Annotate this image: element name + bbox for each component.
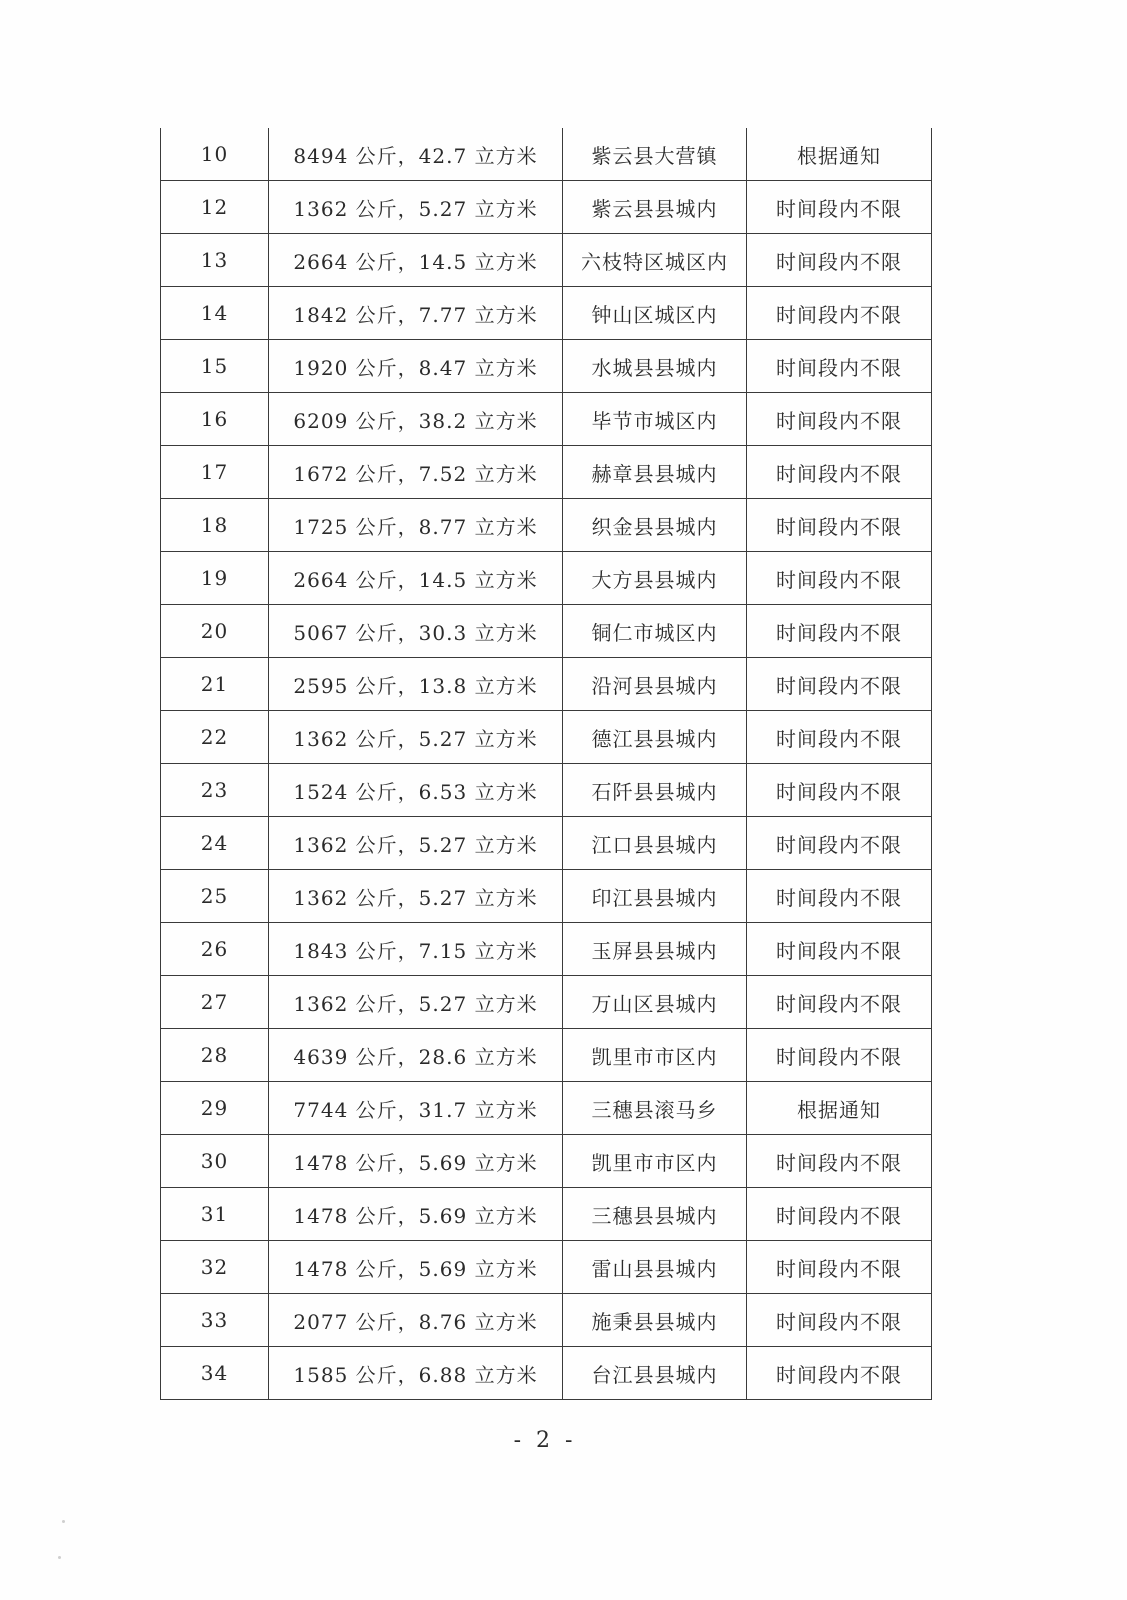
table-row <box>161 1135 932 1188</box>
cell-amount: 1362 公斤，5.27 立方米 <box>269 711 563 764</box>
table-row <box>161 658 932 711</box>
table-row <box>161 499 932 552</box>
cell-number: 10 <box>161 128 269 181</box>
cell-time: 时间段内不限 <box>747 923 932 976</box>
table-row <box>161 287 932 340</box>
scan-speck <box>58 1556 61 1559</box>
cell-time: 根据通知 <box>747 1082 932 1135</box>
table-row <box>161 552 932 605</box>
cell-amount: 1920 公斤，8.47 立方米 <box>269 340 563 393</box>
cell-location: 印江县县城内 <box>563 870 747 923</box>
cell-amount: 1524 公斤，6.53 立方米 <box>269 764 563 817</box>
cell-time: 时间段内不限 <box>747 764 932 817</box>
table-row <box>161 1029 932 1082</box>
cell-time: 时间段内不限 <box>747 1135 932 1188</box>
table-row <box>161 1294 932 1347</box>
cell-amount: 2595 公斤，13.8 立方米 <box>269 658 563 711</box>
cell-time: 时间段内不限 <box>747 393 932 446</box>
cell-amount: 1362 公斤，5.27 立方米 <box>269 976 563 1029</box>
cell-location: 水城县县城内 <box>563 340 747 393</box>
table-row <box>161 1188 932 1241</box>
table-row <box>161 393 932 446</box>
cell-location: 铜仁市城区内 <box>563 605 747 658</box>
cell-time: 时间段内不限 <box>747 870 932 923</box>
table-row <box>161 764 932 817</box>
cell-number: 19 <box>161 552 269 605</box>
cell-location: 六枝特区城区内 <box>563 234 747 287</box>
cell-time: 根据通知 <box>747 128 932 181</box>
data-table <box>160 128 932 1400</box>
cell-number: 17 <box>161 446 269 499</box>
cell-amount: 1478 公斤，5.69 立方米 <box>269 1241 563 1294</box>
cell-location: 雷山县县城内 <box>563 1241 747 1294</box>
cell-location: 万山区县城内 <box>563 976 747 1029</box>
cell-location: 凯里市市区内 <box>563 1135 747 1188</box>
cell-location: 织金县县城内 <box>563 499 747 552</box>
cell-location: 江口县县城内 <box>563 817 747 870</box>
cell-location: 沿河县县城内 <box>563 658 747 711</box>
cell-time: 时间段内不限 <box>747 1347 932 1400</box>
cell-number: 31 <box>161 1188 269 1241</box>
cell-location: 施秉县县城内 <box>563 1294 747 1347</box>
table-row <box>161 923 932 976</box>
table-row <box>161 1241 932 1294</box>
cell-time: 时间段内不限 <box>747 658 932 711</box>
cell-time: 时间段内不限 <box>747 181 932 234</box>
table-row <box>161 128 932 181</box>
cell-time: 时间段内不限 <box>747 340 932 393</box>
table-row <box>161 870 932 923</box>
cell-time: 时间段内不限 <box>747 605 932 658</box>
cell-number: 23 <box>161 764 269 817</box>
cell-number: 30 <box>161 1135 269 1188</box>
cell-location: 大方县县城内 <box>563 552 747 605</box>
cell-number: 33 <box>161 1294 269 1347</box>
cell-number: 25 <box>161 870 269 923</box>
page-number: - 2 - <box>513 1428 577 1453</box>
cell-number: 21 <box>161 658 269 711</box>
cell-time: 时间段内不限 <box>747 1029 932 1082</box>
cell-amount: 5067 公斤，30.3 立方米 <box>269 605 563 658</box>
cell-amount: 1672 公斤，7.52 立方米 <box>269 446 563 499</box>
cell-number: 32 <box>161 1241 269 1294</box>
table-row <box>161 605 932 658</box>
table-container <box>160 128 931 1400</box>
cell-amount: 1362 公斤，5.27 立方米 <box>269 817 563 870</box>
cell-number: 20 <box>161 605 269 658</box>
table-row <box>161 446 932 499</box>
cell-number: 13 <box>161 234 269 287</box>
table-body <box>161 128 932 1400</box>
cell-number: 24 <box>161 817 269 870</box>
table-row <box>161 711 932 764</box>
cell-location: 紫云县县城内 <box>563 181 747 234</box>
cell-amount: 1478 公斤，5.69 立方米 <box>269 1135 563 1188</box>
table-row <box>161 340 932 393</box>
cell-time: 时间段内不限 <box>747 287 932 340</box>
cell-amount: 1362 公斤，5.27 立方米 <box>269 870 563 923</box>
cell-number: 18 <box>161 499 269 552</box>
cell-time: 时间段内不限 <box>747 817 932 870</box>
cell-time: 时间段内不限 <box>747 1294 932 1347</box>
cell-time: 时间段内不限 <box>747 499 932 552</box>
cell-location: 三穗县滚马乡 <box>563 1082 747 1135</box>
cell-location: 台江县县城内 <box>563 1347 747 1400</box>
cell-location: 玉屏县县城内 <box>563 923 747 976</box>
cell-amount: 1585 公斤，6.88 立方米 <box>269 1347 563 1400</box>
table-row <box>161 181 932 234</box>
cell-amount: 1842 公斤，7.77 立方米 <box>269 287 563 340</box>
cell-amount: 6209 公斤，38.2 立方米 <box>269 393 563 446</box>
cell-location: 赫章县县城内 <box>563 446 747 499</box>
cell-time: 时间段内不限 <box>747 234 932 287</box>
cell-number: 34 <box>161 1347 269 1400</box>
cell-number: 15 <box>161 340 269 393</box>
cell-number: 22 <box>161 711 269 764</box>
cell-number: 16 <box>161 393 269 446</box>
cell-number: 26 <box>161 923 269 976</box>
cell-amount: 2664 公斤，14.5 立方米 <box>269 234 563 287</box>
table-row <box>161 817 932 870</box>
table-row <box>161 234 932 287</box>
table-row <box>161 1082 932 1135</box>
table-row <box>161 1347 932 1400</box>
cell-location: 凯里市市区内 <box>563 1029 747 1082</box>
cell-amount: 2664 公斤，14.5 立方米 <box>269 552 563 605</box>
cell-location: 紫云县大营镇 <box>563 128 747 181</box>
cell-number: 27 <box>161 976 269 1029</box>
cell-location: 三穗县县城内 <box>563 1188 747 1241</box>
cell-amount: 1478 公斤，5.69 立方米 <box>269 1188 563 1241</box>
cell-number: 29 <box>161 1082 269 1135</box>
cell-amount: 1362 公斤，5.27 立方米 <box>269 181 563 234</box>
cell-time: 时间段内不限 <box>747 1188 932 1241</box>
cell-location: 毕节市城区内 <box>563 393 747 446</box>
table-row <box>161 976 932 1029</box>
cell-time: 时间段内不限 <box>747 446 932 499</box>
cell-number: 14 <box>161 287 269 340</box>
cell-amount: 1725 公斤，8.77 立方米 <box>269 499 563 552</box>
cell-amount: 2077 公斤，8.76 立方米 <box>269 1294 563 1347</box>
cell-time: 时间段内不限 <box>747 711 932 764</box>
cell-location: 石阡县县城内 <box>563 764 747 817</box>
cell-time: 时间段内不限 <box>747 1241 932 1294</box>
cell-amount: 7744 公斤，31.7 立方米 <box>269 1082 563 1135</box>
cell-time: 时间段内不限 <box>747 976 932 1029</box>
cell-number: 28 <box>161 1029 269 1082</box>
scan-speck <box>62 1520 65 1523</box>
cell-amount: 4639 公斤，28.6 立方米 <box>269 1029 563 1082</box>
cell-location: 钟山区城区内 <box>563 287 747 340</box>
cell-amount: 8494 公斤，42.7 立方米 <box>269 128 563 181</box>
cell-amount: 1843 公斤，7.15 立方米 <box>269 923 563 976</box>
cell-number: 12 <box>161 181 269 234</box>
cell-time: 时间段内不限 <box>747 552 932 605</box>
cell-location: 德江县县城内 <box>563 711 747 764</box>
